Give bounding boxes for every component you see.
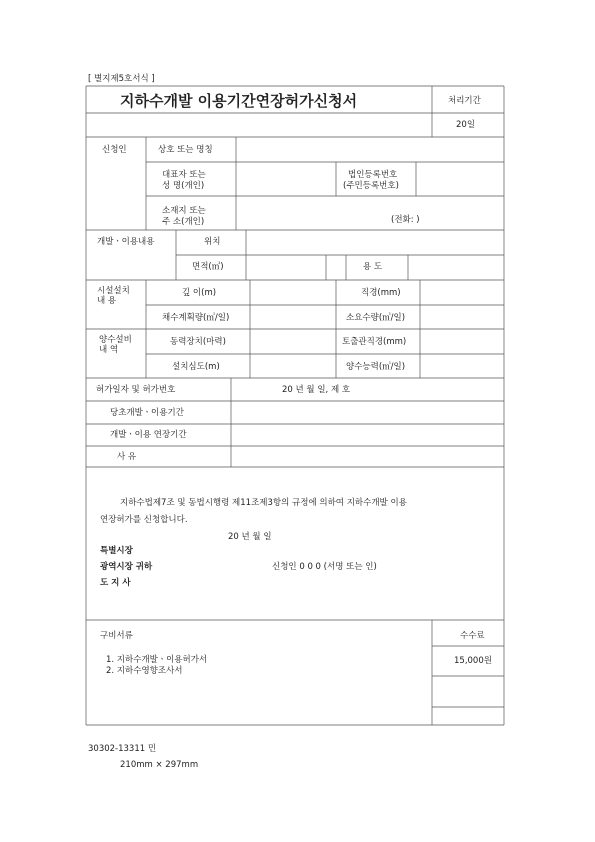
depth-label: 깊 이(m) <box>182 288 217 298</box>
representative-label-2: 성 명(개인) <box>162 181 205 191</box>
water-demand-label: 소요수량(㎥/일) <box>346 313 406 323</box>
statement-line-1: 지하수법제7조 및 동법시행령 제11조제3항의 규정에 의하여 지하수개발 이용 <box>120 498 407 508</box>
facility-label-1: 시설설치 <box>97 286 130 296</box>
location-label: 위치 <box>204 237 221 247</box>
document-item-2: 2. 지하수영향조사서 <box>106 666 183 676</box>
processing-period-value: 20일 <box>456 120 476 130</box>
corp-reg-label-1: 법인등록번호 <box>348 170 398 180</box>
business-name-label: 상호 또는 명칭 <box>158 145 213 155</box>
document-item-1: 1. 지하수개발ㆍ이용허가서 <box>106 655 208 665</box>
power-label: 동력장치(마력) <box>170 337 226 347</box>
pump-label-2: 내 역 <box>99 345 119 355</box>
address-label-1: 소재지 또는 <box>162 206 206 216</box>
address-label-2: 주 소(개인) <box>162 217 205 227</box>
signature-line: 신청인 0 0 0 (서명 또는 인) <box>272 562 377 572</box>
phone-field: (전화: ) <box>391 215 420 225</box>
footer-code: 30302-13311 민 <box>88 744 157 754</box>
reason-label: 사 유 <box>117 452 137 462</box>
fee-amount: 15,000원 <box>454 656 492 666</box>
representative-label-1: 대표자 또는 <box>162 170 206 180</box>
corp-reg-label-2: (주민등록번호) <box>343 181 399 191</box>
extraction-plan-label: 채수계획량(㎥/일) <box>162 313 230 323</box>
original-period-label: 당초개발ㆍ이용기간 <box>110 408 184 418</box>
extension-period-label: 개발ㆍ이용 연장기간 <box>110 430 187 440</box>
pump-capacity-label: 양수능력(㎥/일) <box>346 362 406 372</box>
applicant-label: 신청인 <box>102 145 127 155</box>
fee-label: 수수료 <box>460 631 485 641</box>
use-label: 용 도 <box>363 262 383 272</box>
discharge-pipe-label: 토출관직경(mm) <box>342 337 407 347</box>
development-label: 개발ㆍ이용내용 <box>97 237 155 247</box>
documents-label: 구비서류 <box>100 631 133 641</box>
statement-line-2: 연장허가를 신청합니다. <box>100 515 188 525</box>
footer-size: 210mm × 297mm <box>120 760 199 770</box>
permit-date-number: 20 년 월 일, 제 호 <box>282 385 351 395</box>
recipient-3: 도 지 사 <box>100 578 131 588</box>
form-number: [ 별지제5호서식 ] <box>88 74 155 84</box>
install-depth-label: 설치심도(m) <box>172 362 220 372</box>
processing-period-label: 처리기간 <box>448 96 481 106</box>
diameter-label: 직경(mm) <box>361 288 401 298</box>
recipient-2: 광역시장 귀하 <box>100 562 153 572</box>
form-title: 지하수개발 이용기간연장허가신청서 <box>120 92 358 110</box>
pump-label-1: 양수설비 <box>99 335 132 345</box>
area-label: 면적(㎡) <box>192 262 224 272</box>
date-line: 20 년 월 일 <box>228 532 272 542</box>
recipient-1: 특별시장 <box>100 546 133 556</box>
facility-label-2: 내 용 <box>97 296 117 306</box>
permit-label: 허가일자 및 허가번호 <box>96 385 176 395</box>
